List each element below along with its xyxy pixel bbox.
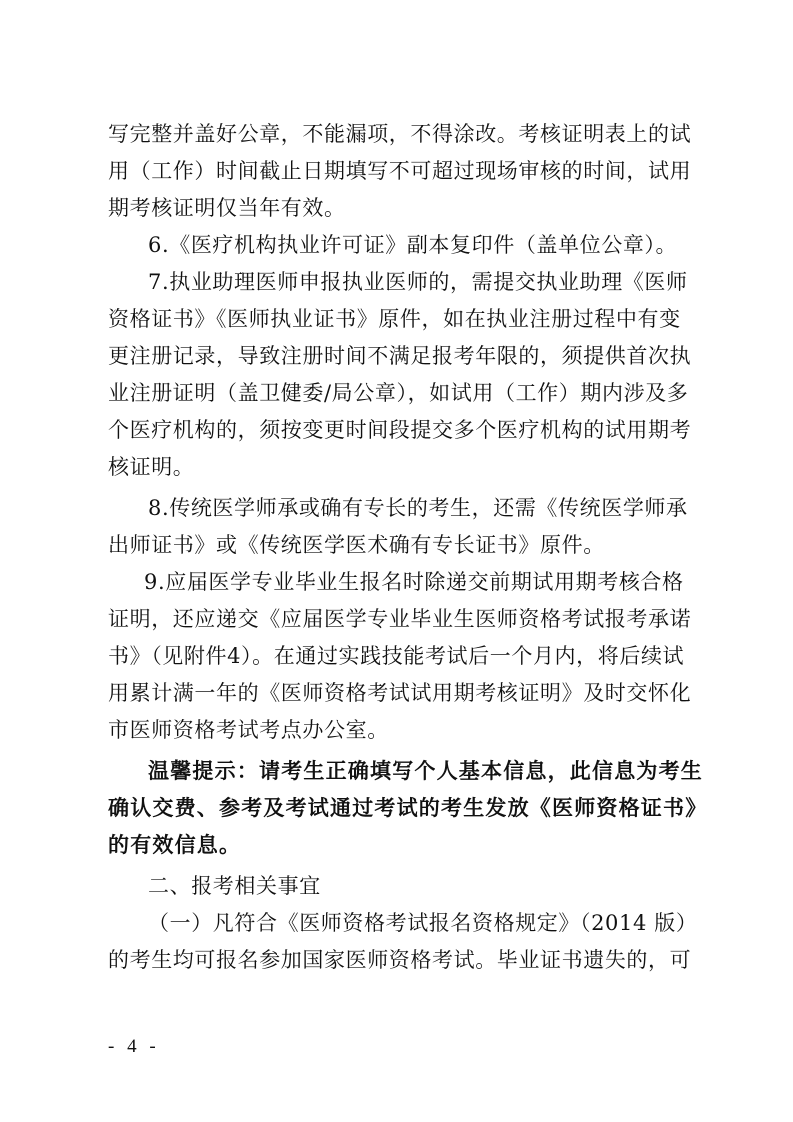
paragraph-line: 书》（见附件4）。在通过实践技能考试后一个月内，将后续试 <box>108 644 685 668</box>
paragraph-line: 期考核证明仅当年有效。 <box>108 196 346 220</box>
paragraph-line: 写完整并盖好公章，不能漏项，不得涂改。考核证明表上的试 <box>108 122 692 146</box>
warm-tip-line: 的有效信息。 <box>108 833 242 857</box>
paragraph-line: 的考生均可报名参加国家医师资格考试。毕业证书遗失的，可 <box>108 948 692 972</box>
paragraph-line: 业注册证明（盖卫健委/局公章），如试用（工作）期内涉及多 <box>108 381 689 405</box>
warm-tip-line: 温馨提示：请考生正确填写个人基本信息，此信息为考生 <box>148 759 703 783</box>
paragraph-line: 更注册记录，导致注册时间不满足报考年限的，须提供首次执 <box>108 344 692 368</box>
list-item-9: 9.应届医学专业毕业生报名时除递交前期试用期考核合格 <box>144 570 684 594</box>
paragraph-line: 核证明。 <box>108 455 195 479</box>
list-item-6: 6.《医疗机构执业许可证》副本复印件（盖单位公章）。 <box>148 233 678 257</box>
paragraph-line: 市医师资格考试考点办公室。 <box>108 718 389 742</box>
paragraph-line: 用（工作）时间截止日期填写不可超过现场审核的时间，试用 <box>108 159 692 183</box>
paragraph-line: 出师证书》或《传统医学医术确有专长证书》原件。 <box>108 533 605 557</box>
paragraph-line: 个医疗机构的，须按变更时间段提交多个医疗机构的试用期考 <box>108 418 692 442</box>
section-heading: 二、报考相关事宜 <box>148 874 321 898</box>
paragraph-line: 用累计满一年的《医师资格考试试用期考核证明》及时交怀化 <box>108 681 692 705</box>
page-number: - 4 - <box>108 1036 160 1057</box>
warm-tip-line: 确认交费、参考及考试通过考试的考生发放《医师资格证书》 <box>108 796 708 820</box>
paragraph-line: 证明，还应递交《应届医学专业毕业生医师资格考试报考承诺 <box>108 607 692 631</box>
paragraph-line: （一）凡符合《医师资格考试报名资格规定》（2014 版） <box>148 911 698 935</box>
list-item-7: 7.执业助理医师申报执业医师的，需提交执业助理《医师 <box>148 270 688 294</box>
paragraph-line: 资格证书》《医师执业证书》原件，如在执业注册过程中有变 <box>108 307 681 331</box>
list-item-8: 8.传统医学师承或确有专长的考生，还需《传统医学师承 <box>148 496 688 520</box>
